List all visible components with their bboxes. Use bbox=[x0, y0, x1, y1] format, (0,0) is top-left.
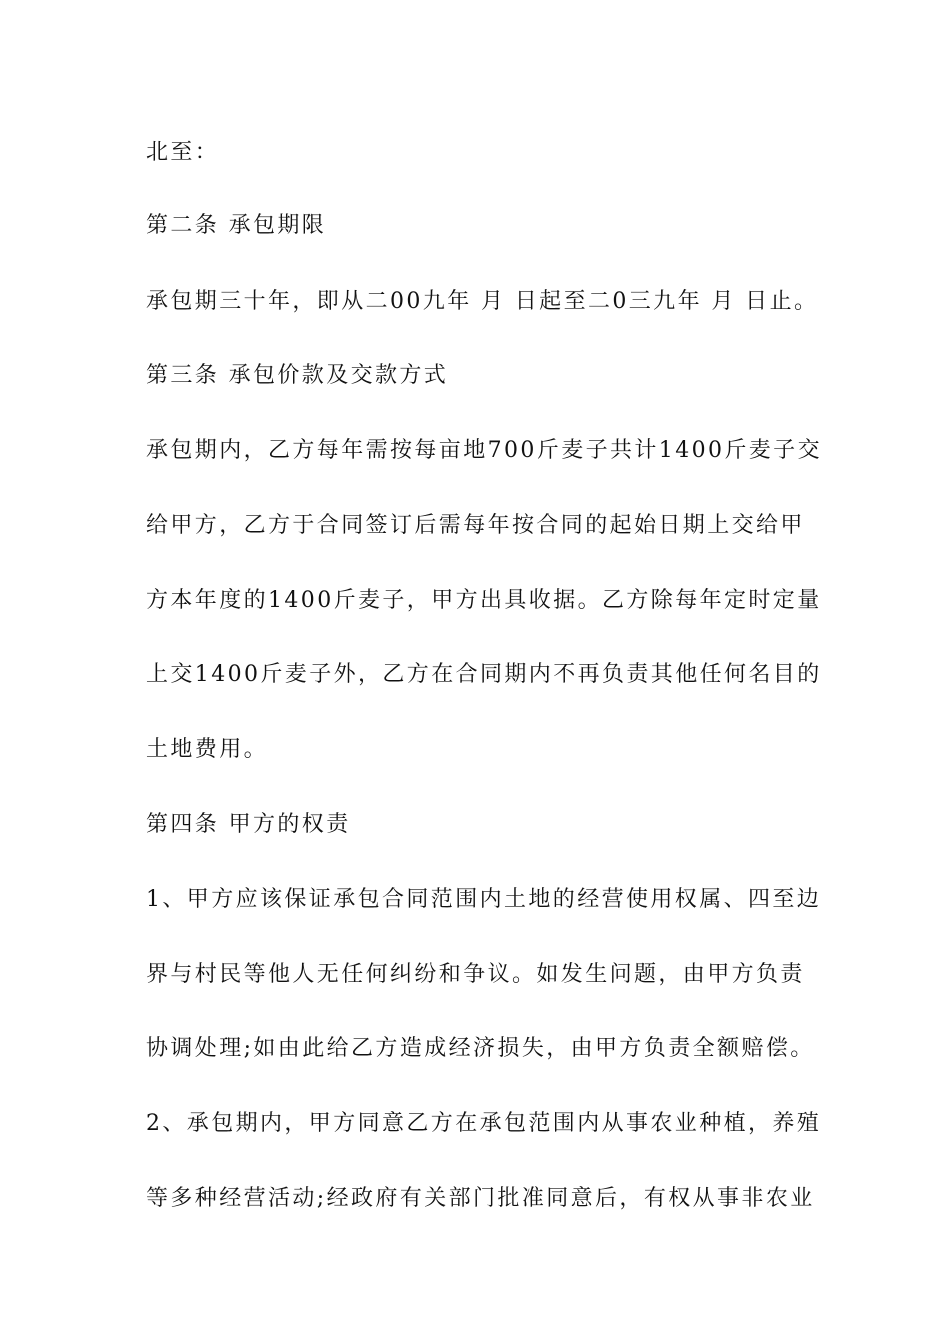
text-line: 2、承包期内，甲方同意乙方在承包范围内从事农业种植，养殖 bbox=[146, 1111, 822, 1136]
text-line: 协调处理;如由此给乙方造成经济损失，由甲方负责全额赔偿。 bbox=[146, 1036, 815, 1061]
text-line: 方本年度的1400斤麦子，甲方出具收据。乙方除每年定时定量 bbox=[146, 588, 822, 613]
text-line: 给甲方，乙方于合同签订后需每年按合同的起始日期上交给甲 bbox=[146, 513, 805, 538]
text-line: 土地费用。 bbox=[146, 737, 269, 762]
text-line: 承包期内，乙方每年需按每亩地700斤麦子共计1400斤麦子交 bbox=[146, 438, 822, 463]
text-line: 承包期三十年，即从二00九年 月 日起至二0三九年 月 日止。 bbox=[146, 289, 819, 314]
article-heading: 第三条 承包价款及交款方式 bbox=[146, 363, 449, 388]
text-line: 1、甲方应该保证承包合同范围内土地的经营使用权属、四至边 bbox=[146, 887, 822, 912]
text-line: 北至： bbox=[146, 140, 220, 165]
article-heading: 第四条 甲方的权责 bbox=[146, 812, 351, 837]
text-line: 等多种经营活动;经政府有关部门批准同意后，有权从事非农业 bbox=[146, 1186, 815, 1211]
text-line: 上交1400斤麦子外，乙方在合同期内不再负责其他任何名目的 bbox=[146, 662, 822, 687]
text-line: 界与村民等他人无任何纠纷和争议。如发生问题，由甲方负责 bbox=[146, 962, 805, 987]
article-heading: 第二条 承包期限 bbox=[146, 213, 327, 238]
